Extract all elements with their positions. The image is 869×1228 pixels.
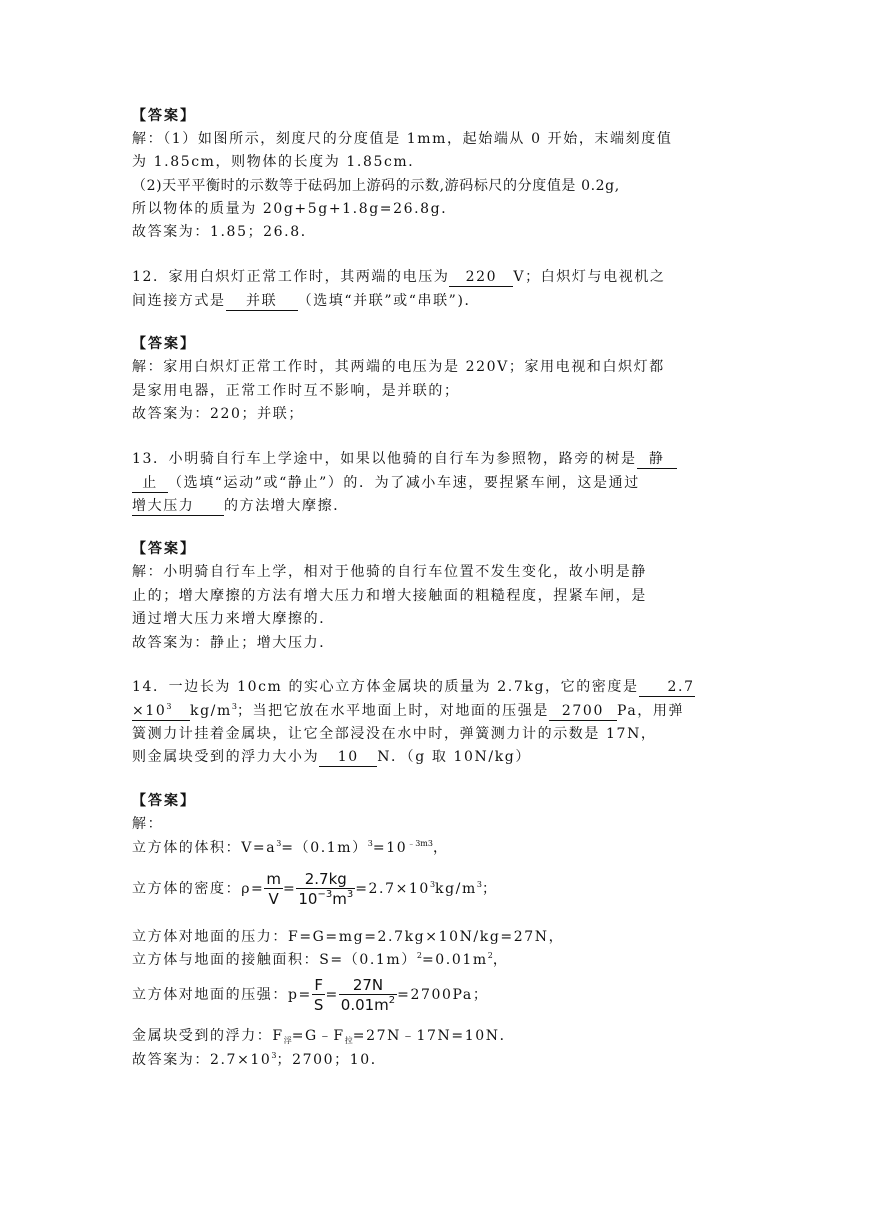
density-equals: = xyxy=(283,881,297,897)
question-14-line-4 xyxy=(132,747,531,767)
fraction-den-base: 10 xyxy=(298,889,318,908)
area-text-2: =0.01m xyxy=(421,952,488,968)
density-text-2: =2.7×10 xyxy=(355,881,430,897)
buoyancy-text-2: =G﹣F xyxy=(291,1028,345,1044)
answer-14-pressure-line xyxy=(132,972,488,1018)
buoyancy-text-3: =27N﹣17N=10N． xyxy=(352,1028,516,1044)
question-14-text-3: Pa，用弹 xyxy=(616,703,685,719)
density-text-1: 立方体的密度：ρ= xyxy=(132,881,265,897)
area-sup-1: 2 xyxy=(416,951,422,960)
volume-sup-2: 3 xyxy=(367,839,373,848)
fraction-denominator-volume xyxy=(296,889,355,909)
answer-14-line-final xyxy=(132,1050,386,1070)
buoyancy-sub-2: 拉 xyxy=(344,1036,353,1045)
answer-14-line-buoyancy xyxy=(132,1026,515,1046)
buoyancy-text-1: 金属块受到的浮力：F xyxy=(132,1028,284,1044)
answer-12-line-3: 故答案为：220；并联； xyxy=(132,406,304,422)
volume-text-1: 立方体的体积：V=a xyxy=(132,840,277,856)
question-12-text-4: （选填“并联”或“串联”)． xyxy=(297,293,481,309)
question-12-line-1 xyxy=(132,267,666,287)
fraction-den-unit: m xyxy=(332,889,347,908)
final-sup: 3 xyxy=(271,1051,277,1060)
answer-14-line-force: 立方体对地面的压力：F=G=mg=2.7kg×10N/kg=27N， xyxy=(132,929,565,945)
pressure-text-1: 立方体对地面的压强：p= xyxy=(132,987,312,1003)
volume-sup-1: 3 xyxy=(276,839,282,848)
density-fraction-numeric xyxy=(296,870,355,909)
answer-13-line-4: 故答案为：静止；增大压力． xyxy=(132,635,335,651)
question-14-blank-1b xyxy=(132,703,190,721)
final-text-2: ；2700；10． xyxy=(276,1052,387,1068)
answer-label-13: 【答案】 xyxy=(132,541,196,557)
fraction-numerator-force: 27N xyxy=(339,976,397,995)
fraction-denominator-s: S xyxy=(313,995,324,1014)
answer-14-line-area xyxy=(132,950,508,970)
question-12-text-2: V；白炽灯与电视机之 xyxy=(513,269,666,285)
answer-12-line-2: 是家用电器，正常工作时互不影响，是并联的； xyxy=(132,383,460,399)
question-14-text-1: 14．一边长为 10cm 的实心立方体金属块的质量为 2.7kg，它的密度是 xyxy=(132,679,639,695)
answer-11-line-3: （2)天平平衡时的示数等于砝码加上游码的示数,游码标尺的分度值是 0.2g, xyxy=(132,178,620,194)
question-14-blank-3: 10 xyxy=(319,749,377,767)
density-text-4: ； xyxy=(481,881,498,897)
density-sup-1: 3 xyxy=(429,880,436,889)
question-14-blank-1b-text: ×10 xyxy=(132,703,167,719)
fraction-den-area-exp: 2 xyxy=(388,994,396,1006)
question-13-blank-1a: 静 xyxy=(637,451,677,469)
pressure-fraction-numeric xyxy=(339,976,397,1015)
volume-text-4: ， xyxy=(432,840,449,856)
volume-text-3: =10 xyxy=(372,840,408,856)
question-12-blank-connection: 并联 xyxy=(226,293,298,311)
question-13-line-1 xyxy=(132,449,677,469)
question-14-unit-sup: 3 xyxy=(231,702,237,711)
question-14-blank-1a: 2.7 xyxy=(639,679,695,697)
question-14-unit: kg/m xyxy=(190,703,232,719)
answer-13-line-3: 通过增大压力来增大摩擦的． xyxy=(132,611,335,627)
question-12-line-2 xyxy=(132,291,480,311)
question-12-blank-voltage: 220 xyxy=(449,269,513,287)
answer-11-line-1: 解：（1）如图所示，刻度尺的分度值是 1mm，起始端从 0 开始，末端刻度值 xyxy=(132,131,673,147)
answer-14-line-1: 解： xyxy=(132,816,164,832)
volume-text-2: =（0.1m） xyxy=(281,840,368,856)
pressure-fraction-symbolic xyxy=(312,976,326,1015)
fraction-numerator-mass: 2.7kg xyxy=(296,870,355,889)
question-14-line-1 xyxy=(132,677,695,697)
question-12-text-3: 间连接方式是 xyxy=(132,293,226,309)
question-14-line-2 xyxy=(132,701,684,721)
question-13-blank-2: 增大压力 xyxy=(132,498,224,516)
density-fraction-symbolic xyxy=(264,870,283,909)
question-14-text-4: 则金属块受到的浮力大小为 xyxy=(132,749,320,765)
question-14-text-2: ；当把它放在水平地面上时，对地面的压强是 xyxy=(236,703,549,719)
pressure-equals: = xyxy=(325,987,339,1003)
pressure-text-2: =2700Pa； xyxy=(397,987,489,1003)
question-13-line-3 xyxy=(132,496,349,516)
answer-14-line-2 xyxy=(132,838,449,858)
fraction-den-unit-exp: 3 xyxy=(346,888,354,900)
fraction-den-exp: −3 xyxy=(317,888,333,900)
question-14-text-5: N．（g 取 10N/kg） xyxy=(377,749,531,765)
answer-label-11: 【答案】 xyxy=(132,108,196,124)
answer-14-density-line xyxy=(132,866,498,912)
fraction-numerator-f: F xyxy=(312,976,326,995)
fraction-denominator-area xyxy=(339,995,397,1015)
density-text-3: kg/m xyxy=(435,881,477,897)
answer-11-line-5: 故答案为：1.85；26.8． xyxy=(132,224,317,240)
fraction-numerator-m: m xyxy=(266,869,281,888)
question-12-text-1: 12．家用白炽灯正常工作时，其两端的电压为 xyxy=(132,269,450,285)
question-14-blank-2: 2700 xyxy=(549,703,617,721)
answer-label-14: 【答案】 xyxy=(132,793,196,809)
final-text-1: 故答案为：2.7×10 xyxy=(132,1052,272,1068)
fraction-den-area-base: 0.01m xyxy=(340,995,389,1014)
question-13-text-3: 的方法增大摩擦． xyxy=(224,498,349,514)
density-sup-2: 3 xyxy=(476,880,482,889)
area-text-1: 立方体与地面的接触面积：S=（0.1m） xyxy=(132,952,417,968)
answer-11-line-4: 所以物体的质量为 20g+5g+1.8g=26.8g． xyxy=(132,201,457,217)
answer-13-line-2: 止的；增大摩擦的方法有增大压力和增大接触面的粗糙程度，捏紧车闸，是 xyxy=(132,588,647,604)
question-13-blank-1b: 止 xyxy=(132,475,168,493)
fraction-denominator-v: V xyxy=(268,889,279,908)
question-13-text-1: 13．小明骑自行车上学途中，如果以他骑的自行车为参照物，路旁的树是 xyxy=(132,451,637,467)
question-14-line-3: 簧测力计挂着金属块，让它全部浸没在水中时，弹簧测力计的示数是 17N， xyxy=(132,726,657,742)
volume-sup-3: ﹣3m3 xyxy=(407,839,433,848)
answer-label-12: 【答案】 xyxy=(132,336,196,352)
question-14-blank-1b-sup: 3 xyxy=(166,702,172,711)
question-13-text-2: （选填“运动”或“静止”）的．为了减小车速，要捏紧车闸，这是通过 xyxy=(168,475,640,491)
question-13-line-2 xyxy=(132,473,640,493)
answer-11-line-2: 为 1.85cm，则物体的长度为 1.85cm． xyxy=(132,154,424,170)
answer-12-line-1: 解：家用白炽灯正常工作时，其两端的电压为是 220V；家用电视和白炽灯都 xyxy=(132,359,665,375)
area-text-3: ， xyxy=(492,952,509,968)
area-sup-2: 2 xyxy=(487,951,493,960)
buoyancy-sub-1: 浮 xyxy=(283,1036,292,1045)
answer-13-line-1: 解：小明骑自行车上学，相对于他骑的自行车位置不发生变化，故小明是静 xyxy=(132,564,647,580)
